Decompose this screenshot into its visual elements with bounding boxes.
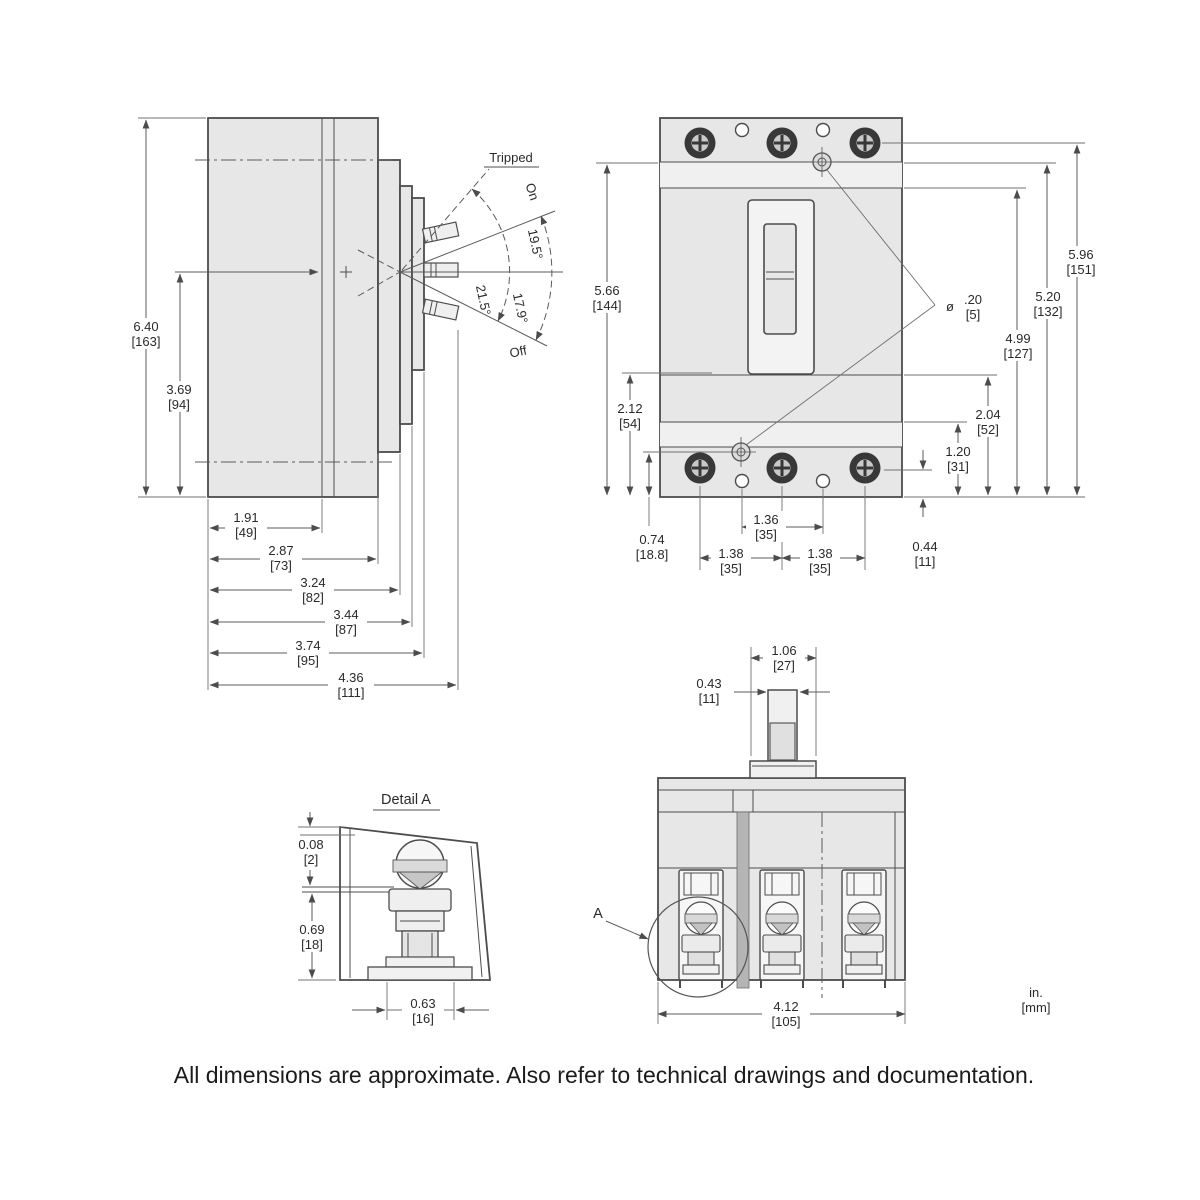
svg-text:[82]: [82] <box>302 590 324 605</box>
svg-text:[5]: [5] <box>965 307 981 322</box>
svg-text:5.20: 5.20 <box>1035 289 1061 304</box>
svg-text:3.44: 3.44 <box>333 607 359 622</box>
units-mm: [mm] <box>1021 1000 1051 1015</box>
handle-label-tripped: Tripped <box>489 150 533 165</box>
svg-text:1.38: 1.38 <box>807 546 833 561</box>
svg-text:0.69: 0.69 <box>299 922 325 937</box>
handle-label-off: Off <box>508 342 528 361</box>
svg-text:[54]: [54] <box>619 416 641 431</box>
svg-text:[132]: [132] <box>1033 304 1063 319</box>
units-inches: in. <box>1029 985 1043 1000</box>
svg-text:[18]: [18] <box>301 937 323 952</box>
pole-separator-bar <box>737 812 749 988</box>
svg-text:1.91: 1.91 <box>233 510 259 525</box>
svg-text:[52]: [52] <box>977 422 999 437</box>
svg-text:0.63: 0.63 <box>410 996 436 1011</box>
svg-text:2.87: 2.87 <box>268 543 294 558</box>
svg-text:[27]: [27] <box>773 658 795 673</box>
svg-text:5.96: 5.96 <box>1068 247 1094 262</box>
front-view <box>585 118 1103 576</box>
detail-a-view <box>291 792 490 1026</box>
angle-on-travel: 19.5° <box>524 227 546 261</box>
dim-side-overall-height <box>125 118 206 497</box>
svg-text:[35]: [35] <box>755 527 777 542</box>
angle-off-travel: 17.9° <box>509 291 531 325</box>
svg-text:2.12: 2.12 <box>617 401 643 416</box>
detail-a-marker: A <box>593 906 603 922</box>
svg-text:.20: .20 <box>963 292 983 307</box>
svg-text:1.06: 1.06 <box>771 643 797 658</box>
svg-text:0.44: 0.44 <box>912 539 938 554</box>
detail-a-lug <box>368 840 472 980</box>
svg-text:3.74: 3.74 <box>295 638 321 653</box>
svg-text:3.69: 3.69 <box>166 382 192 397</box>
svg-text:[35]: [35] <box>809 561 831 576</box>
svg-text:[151]: [151] <box>1066 262 1096 277</box>
handle-label-on: On <box>522 181 543 203</box>
svg-text:5.66: 5.66 <box>594 283 620 298</box>
svg-text:6.40: 6.40 <box>133 319 159 334</box>
svg-text:4.12: 4.12 <box>773 999 799 1014</box>
svg-text:3.24: 3.24 <box>300 575 326 590</box>
svg-text:1.36: 1.36 <box>753 512 779 527</box>
footer-note: All dimensions are approximate. Also refer to technical drawings and documentation. <box>173 1062 1035 1088</box>
bottom-view-handle <box>750 690 816 778</box>
svg-text:[16]: [16] <box>412 1011 434 1026</box>
side-view-step1 <box>378 160 400 452</box>
dim-detail-lip <box>298 812 355 885</box>
svg-text:0.43: 0.43 <box>696 676 722 691</box>
svg-text:[73]: [73] <box>270 558 292 573</box>
detail-a-title: Detail A <box>381 792 431 808</box>
svg-text:0.08: 0.08 <box>298 837 324 852</box>
dim-bottom-overall-width <box>658 982 905 1029</box>
side-view-step2 <box>400 186 412 424</box>
svg-text:0.74: 0.74 <box>639 532 665 547</box>
svg-text:1.38: 1.38 <box>718 546 744 561</box>
svg-text:[31]: [31] <box>947 459 969 474</box>
svg-text:[18.8]: [18.8] <box>635 547 669 562</box>
svg-text:[49]: [49] <box>235 525 257 540</box>
svg-text:[95]: [95] <box>297 653 319 668</box>
svg-text:[2]: [2] <box>303 852 319 867</box>
svg-text:[144]: [144] <box>592 298 622 313</box>
svg-text:2.04: 2.04 <box>975 407 1001 422</box>
dim-front-bottom-spacing <box>700 486 865 576</box>
svg-text:[35]: [35] <box>720 561 742 576</box>
dim-detail-lug-width <box>352 982 489 1026</box>
svg-text:[11]: [11] <box>914 554 936 569</box>
svg-text:4.36: 4.36 <box>338 670 364 685</box>
svg-text:[105]: [105] <box>771 1014 801 1029</box>
bottom-view <box>593 642 905 1029</box>
dim-detail-lug-depth <box>291 894 336 980</box>
dim-side-center-height <box>158 274 200 495</box>
svg-text:[11]: [11] <box>698 691 720 706</box>
svg-text:[87]: [87] <box>335 622 357 637</box>
svg-text:[163]: [163] <box>131 334 161 349</box>
svg-text:[94]: [94] <box>168 397 190 412</box>
dim-bottom-handle-width <box>696 676 830 706</box>
angle-mid-travel: 21.5° <box>472 283 494 317</box>
side-view-terminal-block <box>412 198 424 370</box>
side-view <box>125 118 563 700</box>
svg-text:4.99: 4.99 <box>1005 331 1031 346</box>
units-note <box>1022 985 1051 1015</box>
side-view-body <box>208 118 378 497</box>
detail-a-leader <box>606 921 648 939</box>
svg-text:1.20: 1.20 <box>945 444 971 459</box>
svg-text:[111]: [111] <box>337 685 365 700</box>
svg-text:ø: ø <box>946 299 954 314</box>
svg-text:[127]: [127] <box>1003 346 1033 361</box>
